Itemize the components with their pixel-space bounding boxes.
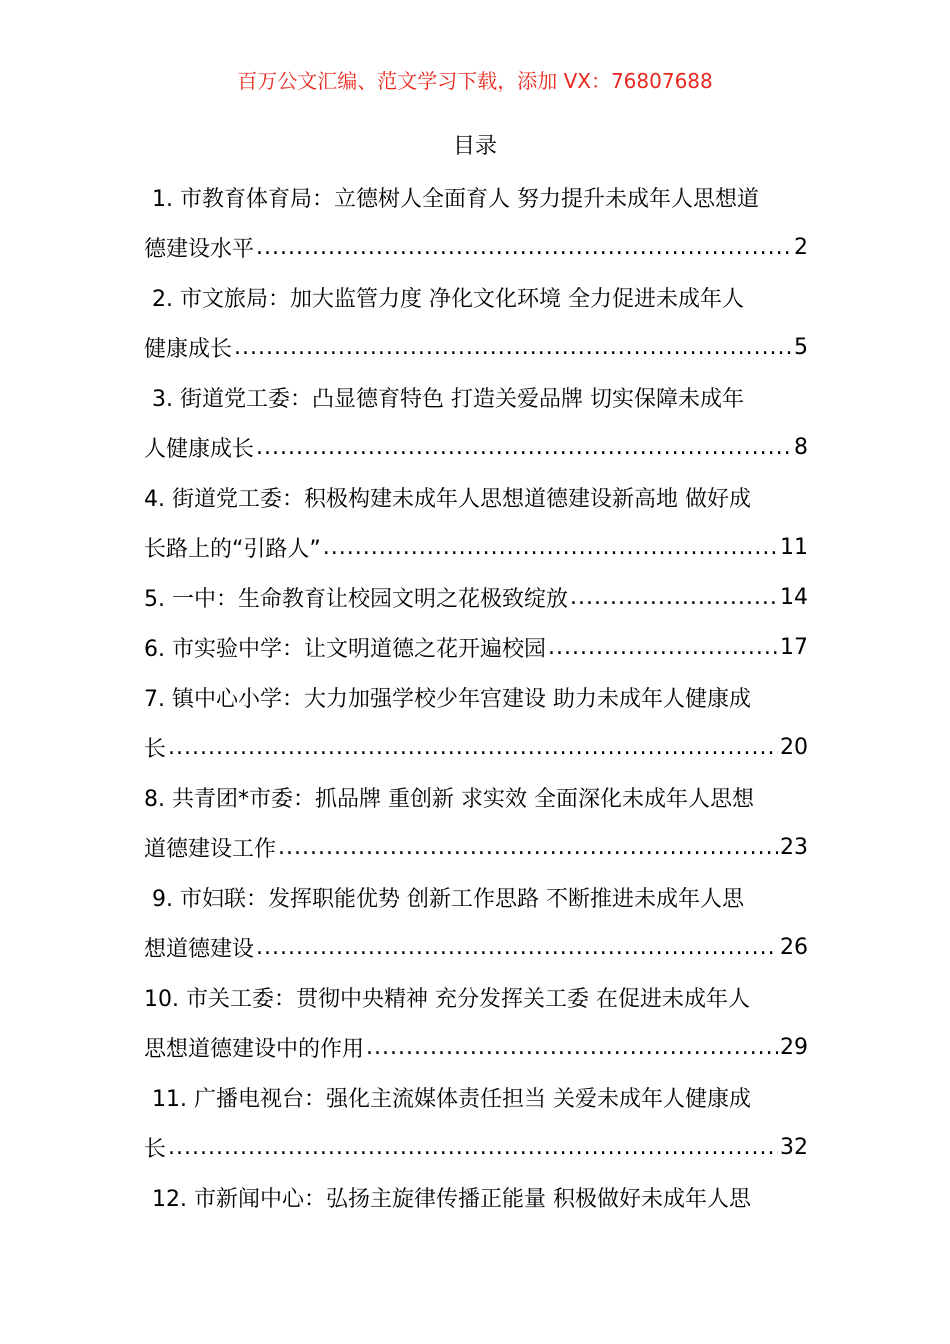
toc-entry-7-line-1[interactable] xyxy=(144,672,808,722)
dot-leader xyxy=(168,735,778,760)
toc-entry-6[interactable] xyxy=(144,622,808,672)
toc-entry-10-line-1[interactable] xyxy=(144,972,808,1022)
toc-page-number: 11 xyxy=(780,534,808,560)
toc-entry-title: 12. 市新闻中心：弘扬主旋律传播正能量 积极做好未成年人思 xyxy=(152,1186,751,1212)
toc-entry-1-line-2[interactable] xyxy=(144,222,808,272)
dot-leader xyxy=(256,435,792,460)
toc-entry-4-line-2[interactable] xyxy=(144,522,808,572)
toc-entry-title: 7. 镇中心小学：大力加强学校少年宫建设 助力未成年人健康成 xyxy=(144,686,751,712)
toc-entry-title-cont: 长 xyxy=(144,1136,167,1162)
toc-entry-title-cont: 长路上的“引路人” xyxy=(144,536,321,562)
toc-page-number: 5 xyxy=(794,334,808,360)
dot-leader xyxy=(548,635,778,660)
dot-leader xyxy=(278,835,778,860)
toc-entry-title: 8. 共青团*市委：抓品牌 重创新 求实效 全面深化未成年人思想 xyxy=(144,786,754,812)
toc-entry-title-cont: 健康成长 xyxy=(144,336,233,362)
toc-entry-title: 2. 市文旅局：加大监管力度 净化文化环境 全力促进未成年人 xyxy=(152,286,744,312)
toc-entry-1-line-1[interactable] xyxy=(144,172,808,222)
dot-leader xyxy=(234,335,792,360)
toc-entry-11-line-2[interactable] xyxy=(144,1122,808,1172)
toc-entry-title-cont: 德建设水平 xyxy=(144,236,255,262)
toc-entry-3-line-2[interactable] xyxy=(144,422,808,472)
dot-leader xyxy=(168,1135,778,1160)
toc-entry-title: 3. 街道党工委：凸显德育特色 打造关爱品牌 切实保障未成年 xyxy=(152,386,744,412)
toc-entry-title: 9. 市妇联：发挥职能优势 创新工作思路 不断推进未成年人思 xyxy=(152,886,744,912)
dot-leader xyxy=(256,935,778,960)
toc-entry-title: 11. 广播电视台：强化主流媒体责任担当 关爱未成年人健康成 xyxy=(152,1086,751,1112)
toc-entry-5[interactable] xyxy=(144,572,808,622)
toc-page-number: 20 xyxy=(780,734,808,760)
toc-entry-title-cont: 人健康成长 xyxy=(144,436,255,462)
toc-page-number: 14 xyxy=(780,584,808,610)
toc-entry-title-cont: 道德建设工作 xyxy=(144,836,277,862)
dot-leader xyxy=(323,535,778,560)
download-note: 百万公文汇编、范文学习下载，添加 VX：76807688 xyxy=(237,69,713,93)
toc-list xyxy=(144,172,808,1222)
dot-leader xyxy=(256,235,792,260)
toc-entry-title: 10. 市关工委：贯彻中央精神 充分发挥关工委 在促进未成年人 xyxy=(144,986,750,1012)
toc-page-number: 29 xyxy=(780,1034,808,1060)
toc-page-number: 17 xyxy=(780,634,808,660)
toc-entry-9-line-1[interactable] xyxy=(144,872,808,922)
toc-page-number: 23 xyxy=(780,834,808,860)
toc-entry-title: 6. 市实验中学：让文明道德之花开遍校园 xyxy=(144,636,546,662)
toc-page-number: 32 xyxy=(780,1134,808,1160)
toc-entry-title-cont: 长 xyxy=(144,736,167,762)
toc-entry-12-line-1[interactable] xyxy=(144,1172,808,1222)
dot-leader xyxy=(570,585,778,610)
toc-entry-7-line-2[interactable] xyxy=(144,722,808,772)
toc-entry-title: 5. 一中：生命教育让校园文明之花极致绽放 xyxy=(144,586,568,612)
toc-entry-2-line-1[interactable] xyxy=(144,272,808,322)
toc-entry-8-line-2[interactable] xyxy=(144,822,808,872)
toc-page-number: 26 xyxy=(780,934,808,960)
toc-entry-3-line-1[interactable] xyxy=(144,372,808,422)
toc-entry-9-line-2[interactable] xyxy=(144,922,808,972)
toc-page-number: 2 xyxy=(794,234,808,260)
toc-page-number: 8 xyxy=(794,434,808,460)
toc-entry-title-cont: 思想道德建设中的作用 xyxy=(144,1036,365,1062)
dot-leader xyxy=(366,1035,778,1060)
toc-entry-title-cont: 想道德建设 xyxy=(144,936,255,962)
toc-title: 目录 xyxy=(452,134,497,159)
toc-entry-11-line-1[interactable] xyxy=(144,1072,808,1122)
toc-entry-title: 1. 市教育体育局：立德树人全面育人 努力提升未成年人思想道 xyxy=(152,186,759,212)
toc-entry-8-line-1[interactable] xyxy=(144,772,808,822)
toc-entry-title: 4. 街道党工委：积极构建未成年人思想道德建设新高地 做好成 xyxy=(144,486,751,512)
toc-entry-2-line-2[interactable] xyxy=(144,322,808,372)
toc-entry-4-line-1[interactable] xyxy=(144,472,808,522)
toc-entry-10-line-2[interactable] xyxy=(144,1022,808,1072)
